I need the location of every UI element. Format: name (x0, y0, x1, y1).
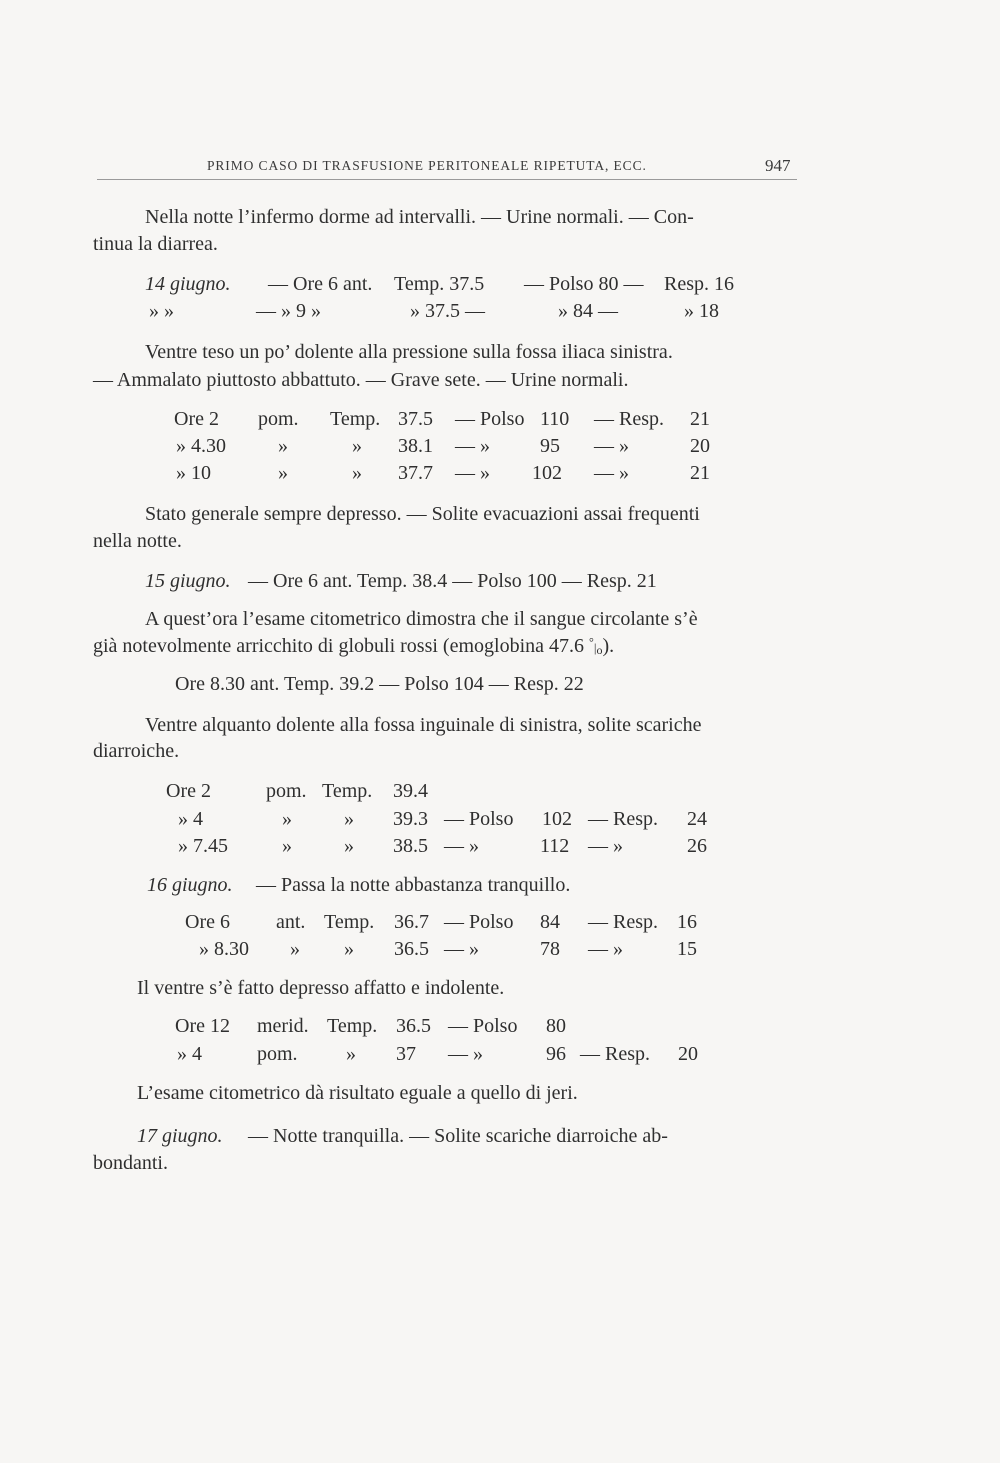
reading-pulse: — Polso 80 — (524, 273, 644, 295)
running-title: PRIMO CASO DI TRASFUSIONE PERITONEALE RIPETUTA, ECC. (207, 158, 647, 173)
time-cell: Ore 2 (166, 780, 211, 802)
temp-label-cell: » (344, 938, 354, 960)
pulse-label-cell: — Polso (455, 408, 525, 430)
temp-label-cell: Temp. (324, 911, 375, 933)
time-cell: Ore 2 (174, 408, 219, 430)
period-cell: » (282, 835, 292, 857)
vitals-row (0, 808, 1000, 836)
temp-label-cell: » (352, 462, 362, 484)
vitals-row (0, 1015, 1000, 1043)
resp-label-cell: — Resp. (580, 1043, 650, 1065)
resp-label-cell: — » (594, 462, 629, 484)
reading-line: — Ore 6 ant. Temp. 38.4 — Polso 100 — Resp. 21 (248, 570, 657, 592)
paragraph-line: — Ammalato piuttosto abbattuto. — Grave sete. — Urine normali. (93, 369, 629, 391)
pulse-value-cell: 110 (540, 408, 570, 430)
resp-label-cell: — Resp. (594, 408, 664, 430)
time-cell: » 7.45 (178, 835, 228, 857)
resp-label-cell: — Resp. (588, 808, 658, 830)
temp-label-cell: Temp. (330, 408, 381, 430)
pulse-value-cell: 102 (532, 462, 562, 484)
vitals-row (0, 835, 1000, 863)
temp-value-cell: 37 (396, 1043, 416, 1065)
resp-value-cell: 21 (690, 462, 710, 484)
vitals-row (0, 1043, 1000, 1071)
date-heading: 17 giugno. (137, 1125, 223, 1147)
period-cell: pom. (257, 1043, 298, 1065)
temp-value-cell: 38.5 (393, 835, 428, 857)
temp-value-cell: 36.7 (394, 911, 429, 933)
paragraph-line: L’esame citometrico dà risultato eguale a quello di jeri. (137, 1082, 578, 1104)
reading-resp: » 18 (684, 300, 719, 322)
period-cell: pom. (266, 780, 307, 802)
pulse-label-cell: — » (455, 462, 490, 484)
vitals-row (0, 911, 1000, 939)
resp-label-cell: — Resp. (588, 911, 658, 933)
temp-label-cell: Temp. (327, 1015, 378, 1037)
temp-label-cell: » (352, 435, 362, 457)
header-rule (97, 179, 797, 180)
resp-value-cell: 20 (678, 1043, 698, 1065)
resp-label-cell: — » (588, 938, 623, 960)
reading-time: — Ore 6 ant. (268, 273, 373, 295)
closing-paren: ). (602, 635, 615, 657)
vitals-row (0, 462, 1000, 490)
date-heading: 15 giugno. (145, 570, 231, 592)
pulse-value-cell: 78 (540, 938, 560, 960)
vitals-row (0, 435, 1000, 463)
date-heading: 16 giugno. (147, 874, 233, 896)
pulse-label-cell: — » (448, 1043, 483, 1065)
pulse-value-cell: 95 (540, 435, 560, 457)
paragraph-text: già notevolmente arricchito di globuli rossi (emoglobina 47.6 (93, 635, 585, 657)
paragraph-line (93, 635, 614, 658)
paragraph-line: — Notte tranquilla. — Solite scariche diarroiche ab- (248, 1125, 668, 1147)
paragraph-line: Ventre teso un po’ dolente alla pressione sulla fossa iliaca sinistra. (145, 341, 673, 363)
temp-value-cell: 38.1 (398, 435, 433, 457)
time-cell: Ore 6 (185, 911, 230, 933)
pulse-value-cell: 80 (546, 1015, 566, 1037)
paragraph-line: tinua la diarrea. (93, 233, 218, 255)
temp-value-cell: 36.5 (394, 938, 429, 960)
temp-value-cell: 36.5 (396, 1015, 431, 1037)
pulse-label-cell: — Polso (444, 808, 514, 830)
temp-value-cell: 37.5 (398, 408, 433, 430)
temp-value-cell: 39.4 (393, 780, 428, 802)
resp-value-cell: 15 (677, 938, 697, 960)
pulse-label-cell: — Polso (448, 1015, 518, 1037)
date-heading: 14 giugno. (145, 273, 231, 295)
period-cell: » (290, 938, 300, 960)
temp-label-cell: » (344, 835, 354, 857)
time-cell: » 4.30 (176, 435, 226, 457)
paragraph-line: Stato generale sempre depresso. — Solite evacuazioni assai frequenti (145, 503, 700, 525)
period-cell: merid. (257, 1015, 309, 1037)
period-cell: pom. (258, 408, 299, 430)
paragraph-line: A quest’ora l’esame citometrico dimostra che il sangue circolante s’è (145, 608, 698, 630)
vitals-row (0, 780, 1000, 808)
reading-pulse: » 84 — (558, 300, 618, 322)
temp-value-cell: 37.7 (398, 462, 433, 484)
paragraph-line: diarroiche. (93, 740, 180, 762)
vitals-row (0, 938, 1000, 966)
reading-line: — Passa la notte abbastanza tranquillo. (256, 874, 571, 896)
paragraph-line: Il ventre s’è fatto depresso affatto e indolente. (137, 977, 505, 999)
page-header (97, 152, 797, 192)
pulse-value-cell: 102 (542, 808, 572, 830)
period-cell: » (278, 462, 288, 484)
time-cell: Ore 12 (175, 1015, 230, 1037)
reading-time: — » 9 » (256, 300, 321, 322)
resp-value-cell: 20 (690, 435, 710, 457)
time-cell: » 4 (178, 808, 203, 830)
temp-value-cell: 39.3 (393, 808, 428, 830)
temp-label-cell: » (344, 808, 354, 830)
subscript-o: o (596, 643, 603, 657)
resp-label-cell: — » (588, 835, 623, 857)
reading-resp: Resp. 16 (664, 273, 734, 295)
paragraph-line: Ventre alquanto dolente alla fossa inguinale di sinistra, solite scariche (145, 714, 702, 736)
paragraph-line: Nella notte l’infermo dorme ad intervalli. — Urine normali. — Con- (145, 206, 694, 228)
degree-mark: ° (589, 635, 594, 649)
period-cell: ant. (276, 911, 306, 933)
pulse-value-cell: 96 (546, 1043, 566, 1065)
resp-label-cell: — » (594, 435, 629, 457)
vitals-row (0, 408, 1000, 436)
temp-label-cell: » (346, 1043, 356, 1065)
paragraph-line: nella notte. (93, 530, 182, 552)
page-number: 947 (765, 156, 791, 175)
reading-temp: » 37.5 — (410, 300, 485, 322)
period-cell: » (282, 808, 292, 830)
resp-value-cell: 21 (690, 408, 710, 430)
pulse-label-cell: — » (444, 835, 479, 857)
temp-label-cell: Temp. (322, 780, 373, 802)
pulse-label-cell: — » (444, 938, 479, 960)
time-cell: » 8.30 (199, 938, 249, 960)
reading-line: Ore 8.30 ant. Temp. 39.2 — Polso 104 — Resp. 22 (175, 673, 584, 695)
paragraph-line: bondanti. (93, 1152, 168, 1174)
ditto-marks: » » (149, 300, 174, 322)
pulse-label-cell: — » (455, 435, 490, 457)
time-cell: » 4 (177, 1043, 202, 1065)
reading-temp: Temp. 37.5 (394, 273, 485, 295)
time-cell: » 10 (176, 462, 211, 484)
pulse-value-cell: 112 (540, 835, 570, 857)
pulse-value-cell: 84 (540, 911, 560, 933)
divider-mark: | (593, 640, 597, 655)
resp-value-cell: 24 (687, 808, 707, 830)
resp-value-cell: 16 (677, 911, 697, 933)
resp-value-cell: 26 (687, 835, 707, 857)
pulse-label-cell: — Polso (444, 911, 514, 933)
period-cell: » (278, 435, 288, 457)
